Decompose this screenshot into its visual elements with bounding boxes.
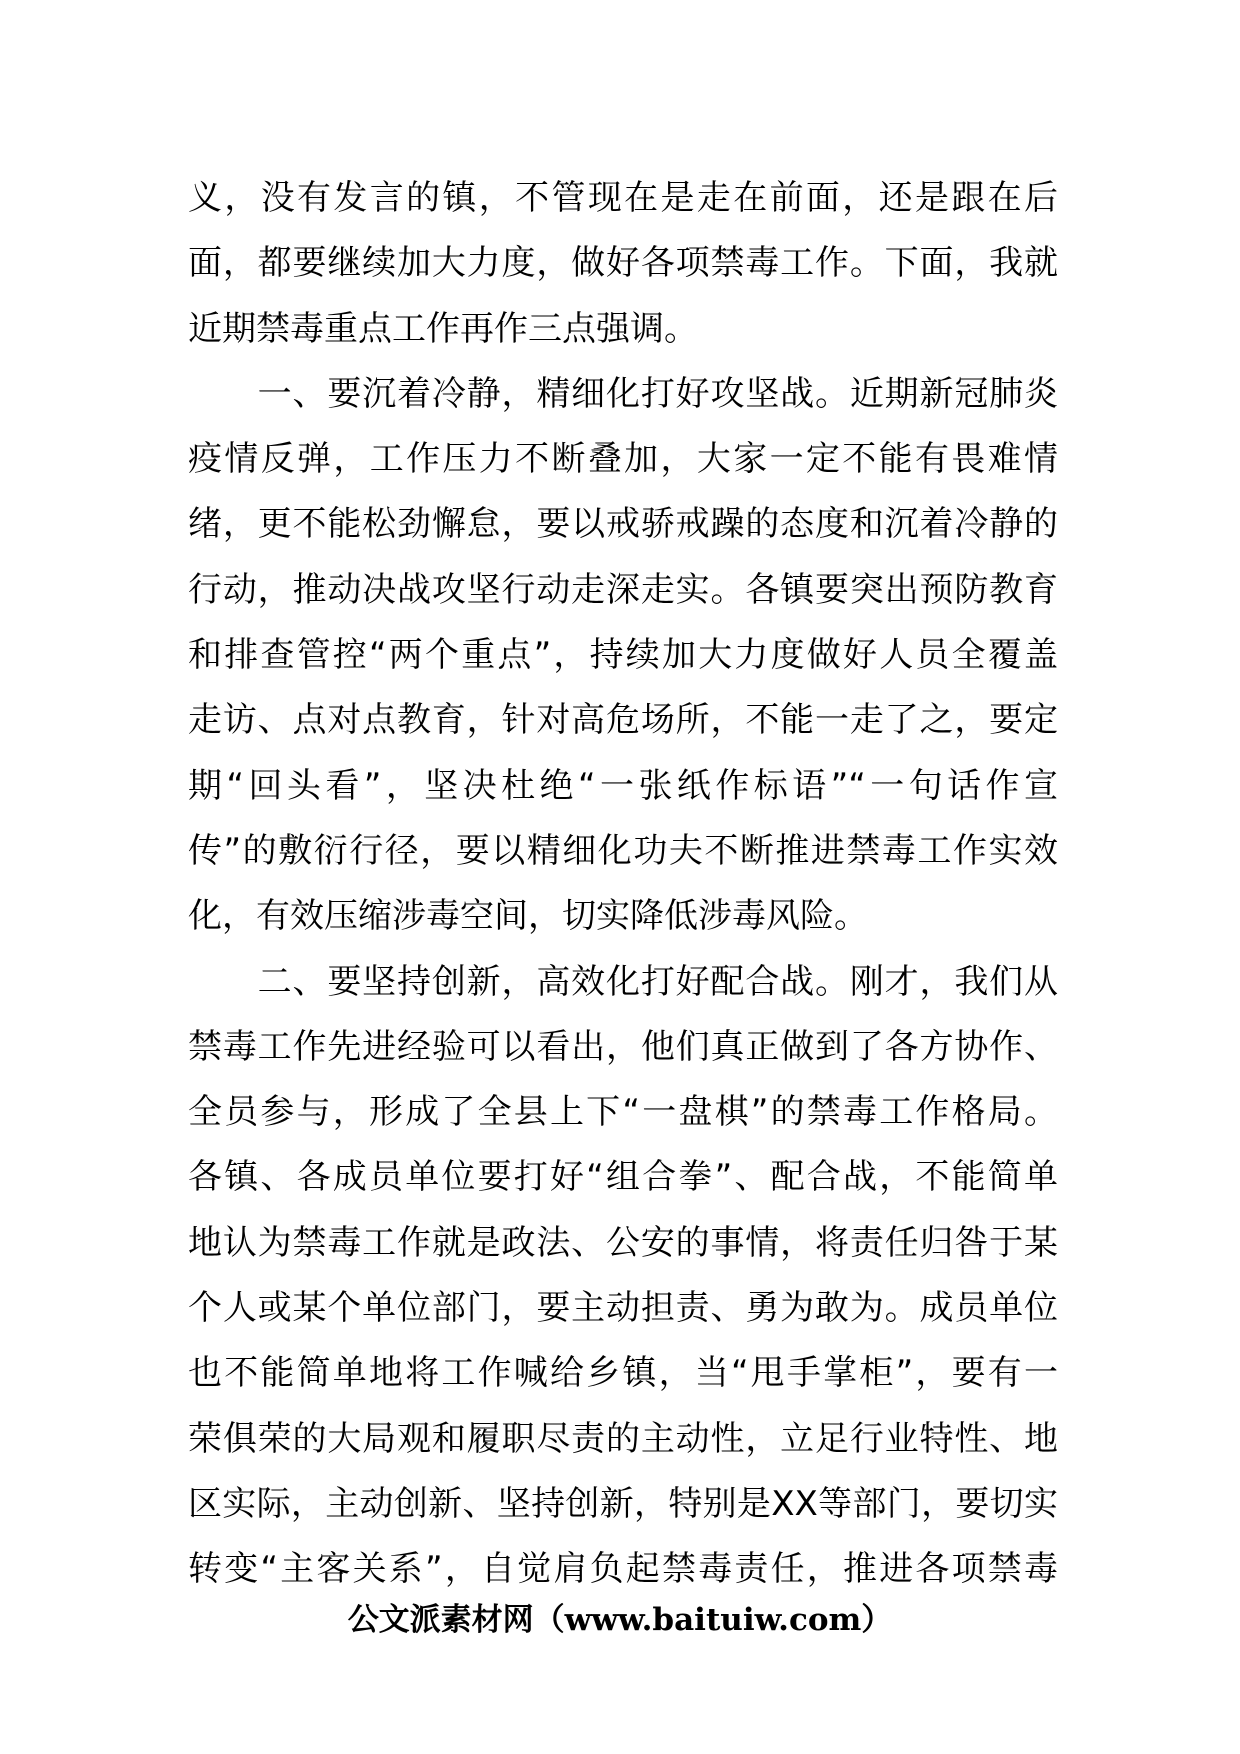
text-line: 面，都要继续加大力度，做好各项禁毒工作。下面，我就 xyxy=(188,243,1058,284)
text-line: 期“回头看”，坚决杜绝“一张纸作标语”“一句话作宣 xyxy=(188,765,1058,806)
text-line: 各镇、各成员单位要打好“组合拳”、配合战，不能简单 xyxy=(188,1157,1058,1198)
footer-watermark: 公文派素材网（www.baituiw.com） xyxy=(347,1602,893,1638)
document-body xyxy=(188,166,1058,1603)
text-line: 疫情反弹，工作压力不断叠加，大家一定不能有畏难情 xyxy=(188,439,1058,480)
text-line: 也不能简单地将工作喊给乡镇，当“甩手掌柜”，要有一 xyxy=(188,1353,1058,1394)
text-line: 近期禁毒重点工作再作三点强调。 xyxy=(188,308,698,349)
text-line: 走访、点对点教育，针对高危场所，不能一走了之，要定 xyxy=(188,700,1058,741)
text-line: 和排查管控“两个重点”，持续加大力度做好人员全覆盖 xyxy=(188,635,1058,676)
text-line: 行动，推动决战攻坚行动走深走实。各镇要突出预防教育 xyxy=(188,569,1058,610)
text-line: 区实际，主动创新、坚持创新，特别是XX等部门，要切实 xyxy=(188,1483,1058,1524)
text-line: 荣俱荣的大局观和履职尽责的主动性，立足行业特性、地 xyxy=(188,1418,1058,1459)
text-line: 绪，更不能松劲懈怠，要以戒骄戒躁的态度和沉着冷静的 xyxy=(188,504,1058,545)
text-line: 传”的敷衍行径，要以精细化功夫不断推进禁毒工作实效 xyxy=(188,830,1058,871)
text-line: 二、要坚持创新，高效化打好配合战。刚才，我们从 xyxy=(188,961,1058,1002)
text-line: 禁毒工作先进经验可以看出，他们真正做到了各方协作、 xyxy=(188,1026,1058,1067)
text-line: 个人或某个单位部门，要主动担责、勇为敢为。成员单位 xyxy=(188,1288,1058,1329)
text-line: 全员参与，形成了全县上下“一盘棋”的禁毒工作格局。 xyxy=(188,1092,1058,1133)
text-line: 地认为禁毒工作就是政法、公安的事情，将责任归咎于某 xyxy=(188,1222,1058,1263)
text-line: 转变“主客关系”，自觉肩负起禁毒责任，推进各项禁毒 xyxy=(188,1549,1058,1590)
text-line: 化，有效压缩涉毒空间，切实降低涉毒风险。 xyxy=(188,896,868,937)
text-line: 义，没有发言的镇，不管现在是走在前面，还是跟在后 xyxy=(188,178,1058,218)
text-line: 一、要沉着冷静，精细化打好攻坚战。近期新冠肺炎 xyxy=(188,373,1058,414)
